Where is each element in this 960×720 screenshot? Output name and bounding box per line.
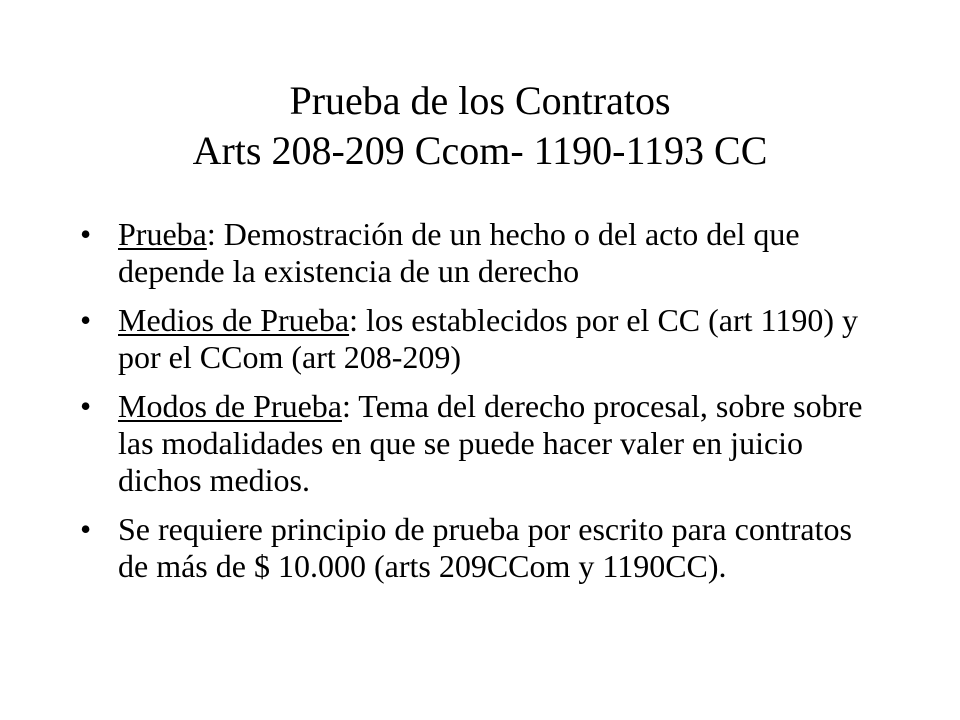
bullet-item-principio	[80, 511, 880, 585]
bullet-list	[80, 216, 880, 597]
bullet-term: Prueba	[118, 216, 207, 252]
bullet-text: Se requiere principio de prueba por escrito para contratos de más de $ 10.000 (arts 209CCom y 1190CC).	[118, 511, 852, 584]
bullet-icon: •	[80, 511, 92, 547]
bullet-icon: •	[80, 388, 92, 424]
bullet-icon: •	[80, 216, 92, 252]
bullet-term: Modos de Prueba	[118, 388, 342, 424]
bullet-item-prueba	[80, 216, 880, 290]
bullet-item-medios	[80, 302, 880, 376]
bullet-item-modos	[80, 388, 880, 499]
title-line-1: Prueba de los Contratos	[289, 78, 671, 123]
bullet-text: : Tema del derecho procesal, sobre sobre las modalidades en que se puede hacer valer en juicio dichos medios.	[118, 388, 863, 498]
slide-title	[80, 76, 880, 176]
bullet-text: : los establecidos por el CC (art 1190) y por el CCom (art 208-209)	[118, 302, 858, 375]
title-line-2: Arts 208-209 Ccom- 1190-1193 CC	[192, 128, 768, 173]
bullet-icon: •	[80, 302, 92, 338]
bullet-text: : Demostración de un hecho o del acto del que depende la existencia de un derecho	[118, 216, 800, 289]
bullet-term: Medios de Prueba	[118, 302, 350, 338]
